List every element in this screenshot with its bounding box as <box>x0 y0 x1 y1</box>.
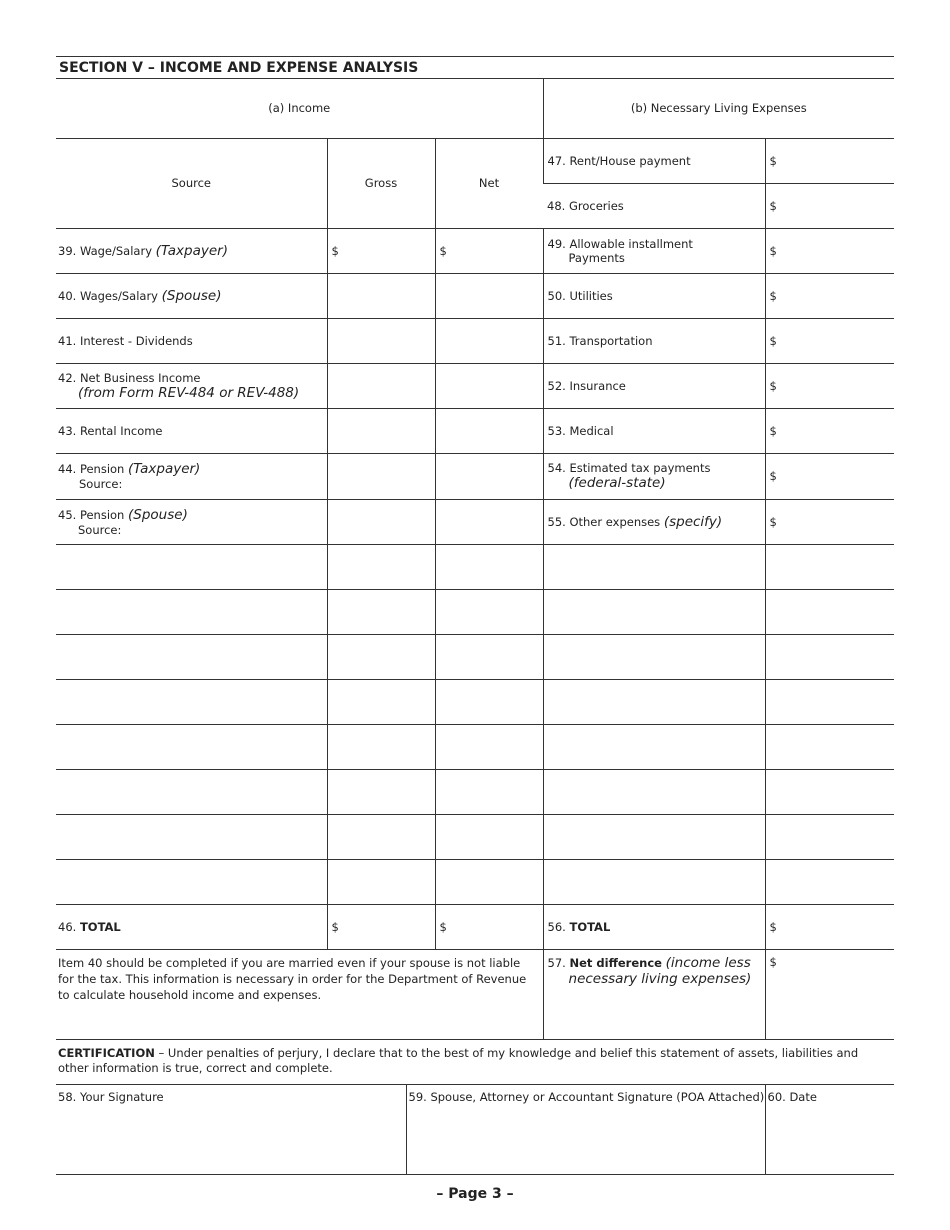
blank-gross[interactable] <box>327 814 435 859</box>
section-title: SECTION V – INCOME AND EXPENSE ANALYSIS <box>56 57 894 79</box>
blank-expense-amount[interactable] <box>765 634 894 679</box>
blank-expense-label[interactable] <box>543 814 765 859</box>
your-signature-field[interactable]: 58. Your Signature <box>56 1085 406 1175</box>
blank-gross[interactable] <box>327 859 435 904</box>
net-column-header: Net <box>435 138 543 228</box>
blank-source[interactable] <box>56 589 327 634</box>
certification-text: CERTIFICATION – Under penalties of perjury, I declare that to the best of my knowledge and belief this statement of assets, liabilities and other information is true, correct and complete. <box>56 1040 894 1085</box>
blank-source[interactable] <box>56 679 327 724</box>
blank-expense-label[interactable] <box>543 589 765 634</box>
spouse-signature-field[interactable]: 59. Spouse, Attorney or Accountant Signature (POA Attached) <box>406 1085 765 1175</box>
blank-source[interactable] <box>56 724 327 769</box>
income-expense-form <box>56 56 894 1175</box>
blank-net[interactable] <box>435 724 543 769</box>
income-header: (a) Income <box>56 79 543 138</box>
expenses-header: (b) Necessary Living Expenses <box>543 79 894 138</box>
blank-net[interactable] <box>435 589 543 634</box>
net-amount-41[interactable] <box>435 318 543 363</box>
blank-expense-amount[interactable] <box>765 859 894 904</box>
gross-amount-39[interactable]: $ <box>327 228 435 273</box>
gross-column-header: Gross <box>327 138 435 228</box>
expense-total-amount[interactable]: $ <box>765 904 894 949</box>
blank-source[interactable] <box>56 859 327 904</box>
gross-amount-41[interactable] <box>327 318 435 363</box>
income-label-40: 40. Wages/Salary (Spouse) <box>56 273 327 318</box>
blank-net[interactable] <box>435 679 543 724</box>
expense-amount-55[interactable]: $ <box>765 499 894 544</box>
expense-label-53: 53. Medical <box>543 408 765 453</box>
expense-label-50: 50. Utilities <box>543 273 765 318</box>
net-amount-42[interactable] <box>435 363 543 408</box>
income-expense-table <box>56 79 894 1040</box>
expense-label-48: 48. Groceries <box>543 183 765 228</box>
income-total-label: 46. TOTAL <box>56 904 327 949</box>
net-amount-45[interactable] <box>435 499 543 544</box>
expense-amount-52[interactable]: $ <box>765 363 894 408</box>
blank-source[interactable] <box>56 769 327 814</box>
blank-expense-amount[interactable] <box>765 814 894 859</box>
expense-amount-51[interactable]: $ <box>765 318 894 363</box>
blank-gross[interactable] <box>327 724 435 769</box>
blank-net[interactable] <box>435 634 543 679</box>
expense-amount-47[interactable]: $ <box>765 138 894 183</box>
blank-expense-amount[interactable] <box>765 724 894 769</box>
date-field[interactable]: 60. Date <box>765 1085 894 1175</box>
expense-amount-48[interactable]: $ <box>765 183 894 228</box>
expense-amount-54[interactable]: $ <box>765 453 894 499</box>
blank-gross[interactable] <box>327 679 435 724</box>
expense-total-label: 56. TOTAL <box>543 904 765 949</box>
blank-gross[interactable] <box>327 634 435 679</box>
blank-gross[interactable] <box>327 589 435 634</box>
expense-label-51: 51. Transportation <box>543 318 765 363</box>
gross-total[interactable]: $ <box>327 904 435 949</box>
item-40-note: Item 40 should be completed if you are married even if your spouse is not liable for the tax. This information is necessary in order for the Department of Revenue to calculate household income and expenses. <box>56 949 543 1039</box>
gross-amount-45[interactable] <box>327 499 435 544</box>
blank-expense-amount[interactable] <box>765 769 894 814</box>
income-label-43: 43. Rental Income <box>56 408 327 453</box>
blank-expense-amount[interactable] <box>765 544 894 589</box>
blank-net[interactable] <box>435 814 543 859</box>
net-difference-amount[interactable]: $ <box>765 949 894 1039</box>
gross-amount-44[interactable] <box>327 453 435 499</box>
net-amount-39[interactable]: $ <box>435 228 543 273</box>
blank-expense-label[interactable] <box>543 544 765 589</box>
source-column-header: Source <box>56 138 327 228</box>
income-label-45: 45. Pension (Spouse) Source: <box>56 499 327 544</box>
blank-source[interactable] <box>56 814 327 859</box>
income-label-39: 39. Wage/Salary (Taxpayer) <box>56 228 327 273</box>
page-number: – Page 3 – <box>436 1186 514 1202</box>
expense-label-52: 52. Insurance <box>543 363 765 408</box>
blank-expense-label[interactable] <box>543 634 765 679</box>
blank-expense-amount[interactable] <box>765 679 894 724</box>
blank-source[interactable] <box>56 544 327 589</box>
blank-expense-label[interactable] <box>543 769 765 814</box>
net-amount-43[interactable] <box>435 408 543 453</box>
certification-table <box>56 1040 894 1176</box>
expense-amount-53[interactable]: $ <box>765 408 894 453</box>
expense-label-49: 49. Allowable installment Payments <box>543 228 765 273</box>
gross-amount-43[interactable] <box>327 408 435 453</box>
income-label-41: 41. Interest - Dividends <box>56 318 327 363</box>
gross-amount-42[interactable] <box>327 363 435 408</box>
blank-gross[interactable] <box>327 544 435 589</box>
net-amount-40[interactable] <box>435 273 543 318</box>
net-amount-44[interactable] <box>435 453 543 499</box>
expense-label-54: 54. Estimated tax payments (federal-state) <box>543 453 765 499</box>
expense-label-47: 47. Rent/House payment <box>543 138 765 183</box>
expense-label-55: 55. Other expenses (specify) <box>543 499 765 544</box>
net-total[interactable]: $ <box>435 904 543 949</box>
blank-net[interactable] <box>435 544 543 589</box>
expense-amount-50[interactable]: $ <box>765 273 894 318</box>
blank-expense-amount[interactable] <box>765 589 894 634</box>
blank-source[interactable] <box>56 634 327 679</box>
income-label-42: 42. Net Business Income (from Form REV-484 or REV-488) <box>56 363 327 408</box>
blank-net[interactable] <box>435 859 543 904</box>
blank-expense-label[interactable] <box>543 724 765 769</box>
blank-net[interactable] <box>435 769 543 814</box>
blank-expense-label[interactable] <box>543 859 765 904</box>
expense-amount-49[interactable]: $ <box>765 228 894 273</box>
gross-amount-40[interactable] <box>327 273 435 318</box>
blank-expense-label[interactable] <box>543 679 765 724</box>
income-label-44: 44. Pension (Taxpayer) Source: <box>56 453 327 499</box>
net-difference-label: 57. Net difference (income less necessary living expenses) <box>543 949 765 1039</box>
blank-gross[interactable] <box>327 769 435 814</box>
